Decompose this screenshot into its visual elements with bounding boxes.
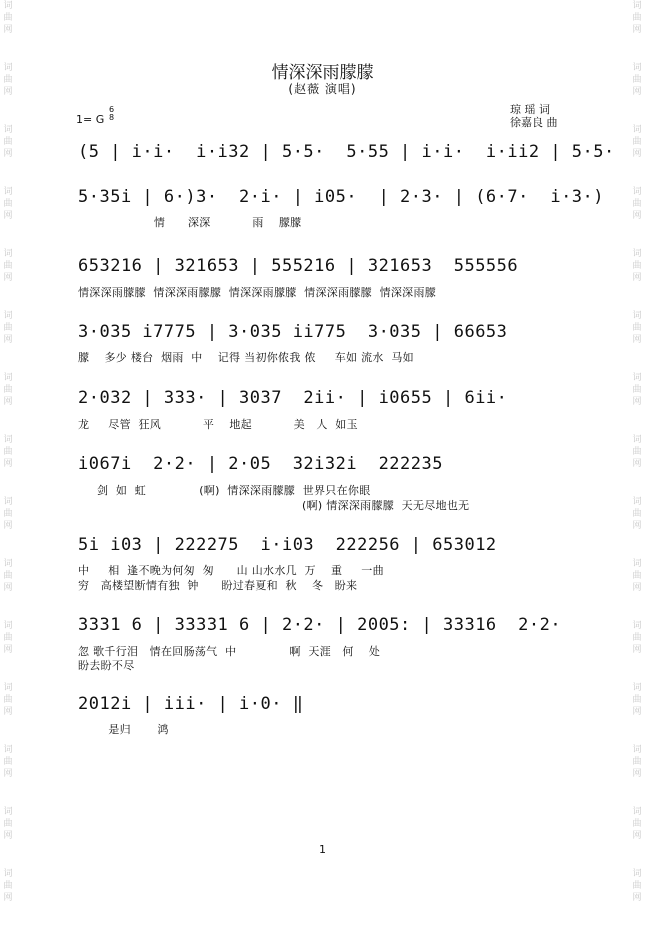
lyrics-line-8-alt: 盼去盼不尽 <box>78 659 135 672</box>
watermark-char: 网 <box>632 583 642 593</box>
watermark-gap <box>630 718 644 744</box>
notation-line-7: 5i i03 | 222275 i·i03 222256 | 653012 <box>78 535 497 555</box>
watermark-gap <box>1 408 15 434</box>
watermark-char: 网 <box>3 397 13 407</box>
lyrics-line-5: 龙 尽管 狂风 平 地起 美 人 如玉 <box>78 418 358 431</box>
watermark-char: 网 <box>632 87 642 97</box>
watermark-char: 曲 <box>3 509 13 519</box>
watermark-char: 词 <box>632 373 642 383</box>
watermark-gap <box>1 160 15 186</box>
lyrics-line-7: 中 相 逢不晚为何匆 匆 山 山水水几 万 重 一曲 <box>78 564 384 577</box>
watermark-gap <box>630 780 644 806</box>
watermark-char: 曲 <box>3 695 13 705</box>
notation-line-3: 653216 | 321653 | 555216 | 321653 555556 <box>78 256 519 276</box>
watermark-char: 词 <box>3 559 13 569</box>
watermark-gap <box>630 222 644 248</box>
watermark-gap <box>630 284 644 310</box>
watermark-gap <box>1 656 15 682</box>
watermark-char: 曲 <box>632 881 642 891</box>
watermark-gap <box>1 284 15 310</box>
watermark-char: 网 <box>3 645 13 655</box>
notation-line-8: 3331 6 | 33331 6 | 2·2· | 2005: | 33316 2·2· <box>78 615 562 635</box>
watermark-char: 词 <box>3 373 13 383</box>
watermark-char: 曲 <box>3 323 13 333</box>
watermark-char: 词 <box>3 125 13 135</box>
watermark-char: 曲 <box>3 75 13 85</box>
watermark-char: 网 <box>632 335 642 345</box>
watermark-char: 曲 <box>3 199 13 209</box>
watermark-char: 网 <box>632 273 642 283</box>
meter-bottom: 8 <box>109 113 115 122</box>
watermark-char: 网 <box>632 645 642 655</box>
watermark-char: 词 <box>3 683 13 693</box>
watermark-char: 词 <box>632 621 642 631</box>
watermark-char: 网 <box>632 707 642 717</box>
watermark-char: 网 <box>3 25 13 35</box>
watermark-gap <box>1 532 15 558</box>
watermark-right <box>630 0 644 903</box>
watermark-char: 网 <box>3 149 13 159</box>
watermark-gap <box>1 718 15 744</box>
watermark-gap <box>630 532 644 558</box>
watermark-char: 曲 <box>632 819 642 829</box>
notation-line-9: 2012i | iii· | i·0· ‖ <box>78 694 304 714</box>
watermark-char: 曲 <box>3 571 13 581</box>
watermark-char: 网 <box>3 459 13 469</box>
watermark-char: 曲 <box>632 509 642 519</box>
watermark-char: 曲 <box>632 633 642 643</box>
watermark-char: 网 <box>632 459 642 469</box>
watermark-char: 网 <box>3 769 13 779</box>
watermark-char: 网 <box>3 893 13 903</box>
watermark-char: 曲 <box>632 695 642 705</box>
watermark-char: 网 <box>3 707 13 717</box>
watermark-char: 词 <box>632 497 642 507</box>
watermark-char: 词 <box>632 187 642 197</box>
watermark-gap <box>1 98 15 124</box>
watermark-char: 曲 <box>632 261 642 271</box>
song-title: 情深深雨朦朦 <box>271 63 374 83</box>
key-signature: 1= G <box>76 113 105 126</box>
watermark-gap <box>630 98 644 124</box>
watermark-char: 网 <box>632 211 642 221</box>
watermark-char: 词 <box>3 1 13 11</box>
notation-line-2: 5·35i | 6·)3· 2·i· | i05· | 2·3· | (6·7· i·3·) <box>78 187 605 207</box>
lyrics-line-9: 是归 鸿 <box>78 723 169 736</box>
lyrics-line-3: 情深深雨朦朦 情深深雨朦朦 情深深雨朦朦 情深深雨朦朦 情深深雨朦 <box>78 286 437 299</box>
watermark-char: 曲 <box>632 137 642 147</box>
watermark-char: 词 <box>632 63 642 73</box>
watermark-char: 词 <box>632 435 642 445</box>
watermark-char: 词 <box>632 807 642 817</box>
composer-credit: 徐嘉良 曲 <box>510 116 558 129</box>
watermark-gap <box>630 160 644 186</box>
watermark-char: 词 <box>632 559 642 569</box>
watermark-char: 曲 <box>3 633 13 643</box>
watermark-gap <box>1 780 15 806</box>
watermark-char: 曲 <box>3 881 13 891</box>
watermark-char: 网 <box>3 521 13 531</box>
watermark-char: 曲 <box>632 199 642 209</box>
watermark-gap <box>1 222 15 248</box>
watermark-char: 曲 <box>3 757 13 767</box>
watermark-char: 网 <box>3 335 13 345</box>
lyrics-line-6: 剑 如 虹 (啊) 情深深雨朦朦 世界只在你眼 <box>78 484 371 497</box>
lyrics-line-4: 朦 多少 楼台 烟雨 中 记得 当初你侬我 侬 车如 流水 马如 <box>78 351 414 364</box>
watermark-gap <box>1 594 15 620</box>
watermark-char: 曲 <box>632 571 642 581</box>
lyrics-line-8: 忽 歌千行泪 情在回肠荡气 中 啊 天涯 何 处 <box>78 645 381 658</box>
watermark-char: 网 <box>632 397 642 407</box>
watermark-char: 词 <box>3 745 13 755</box>
watermark-char: 词 <box>3 435 13 445</box>
watermark-gap <box>630 904 644 930</box>
watermark-char: 词 <box>3 63 13 73</box>
watermark-char: 词 <box>3 497 13 507</box>
watermark-char: 曲 <box>632 323 642 333</box>
watermark-char: 词 <box>632 745 642 755</box>
watermark-char: 词 <box>3 249 13 259</box>
lyrics-line-2: 情 深深 雨 朦朦 <box>78 216 302 229</box>
watermark-char: 曲 <box>632 757 642 767</box>
watermark-gap <box>630 656 644 682</box>
watermark-char: 词 <box>3 311 13 321</box>
watermark-gap <box>630 470 644 496</box>
watermark-char: 词 <box>3 807 13 817</box>
watermark-char: 曲 <box>3 819 13 829</box>
watermark-char: 词 <box>3 869 13 879</box>
watermark-char: 曲 <box>632 75 642 85</box>
meter-top: 6 <box>109 105 115 114</box>
watermark-gap <box>630 594 644 620</box>
watermark-char: 网 <box>3 583 13 593</box>
lyrics-line-6-alt: (啊) 情深深雨朦朦 天无尽地也无 <box>302 499 470 512</box>
lyrics-line-7-alt: 穷 高楼望断情有独 钟 盼过春夏和 秋 冬 盼来 <box>78 579 358 592</box>
watermark-char: 曲 <box>3 261 13 271</box>
notation-line-6: i067i 2·2· | 2·05 32i32i 222235 <box>78 454 443 474</box>
watermark-char: 网 <box>3 273 13 283</box>
watermark-char: 网 <box>3 211 13 221</box>
watermark-char: 网 <box>632 521 642 531</box>
watermark-char: 曲 <box>632 447 642 457</box>
watermark-char: 曲 <box>3 447 13 457</box>
watermark-char: 网 <box>632 831 642 841</box>
notation-line-4: 3·035 i7775 | 3·035 ii775 3·035 | 66653 <box>78 322 508 342</box>
watermark-gap <box>1 904 15 930</box>
watermark-char: 词 <box>632 311 642 321</box>
watermark-char: 网 <box>632 25 642 35</box>
watermark-char: 网 <box>632 769 642 779</box>
watermark-char: 词 <box>632 125 642 135</box>
watermark-char: 网 <box>632 893 642 903</box>
watermark-gap <box>630 408 644 434</box>
watermark-char: 词 <box>632 249 642 259</box>
page-number: 1 <box>319 843 326 856</box>
watermark-char: 网 <box>632 149 642 159</box>
notation-line-1: (5 | i·i· i·i32 | 5·5· 5·55 | i·i· i·ii2 | 5·5· <box>78 142 615 162</box>
watermark-left <box>1 0 15 903</box>
watermark-char: 词 <box>632 869 642 879</box>
watermark-char: 曲 <box>3 137 13 147</box>
watermark-char: 词 <box>3 187 13 197</box>
watermark-char: 曲 <box>3 385 13 395</box>
watermark-char: 词 <box>632 1 642 11</box>
watermark-char: 网 <box>3 87 13 97</box>
watermark-char: 词 <box>632 683 642 693</box>
watermark-gap <box>1 346 15 372</box>
watermark-char: 曲 <box>632 385 642 395</box>
watermark-gap <box>630 346 644 372</box>
watermark-gap <box>1 470 15 496</box>
watermark-char: 词 <box>3 621 13 631</box>
lyricist-credit: 琼 瑶 词 <box>510 103 550 116</box>
singer-credit: (赵薇 演唱) <box>288 82 357 96</box>
watermark-char: 网 <box>3 831 13 841</box>
watermark-char: 曲 <box>3 13 13 23</box>
notation-line-5: 2·032 | 333· | 3037 2ii· | i0655 | 6ii· <box>78 388 508 408</box>
watermark-char: 曲 <box>632 13 642 23</box>
time-signature <box>109 106 114 122</box>
